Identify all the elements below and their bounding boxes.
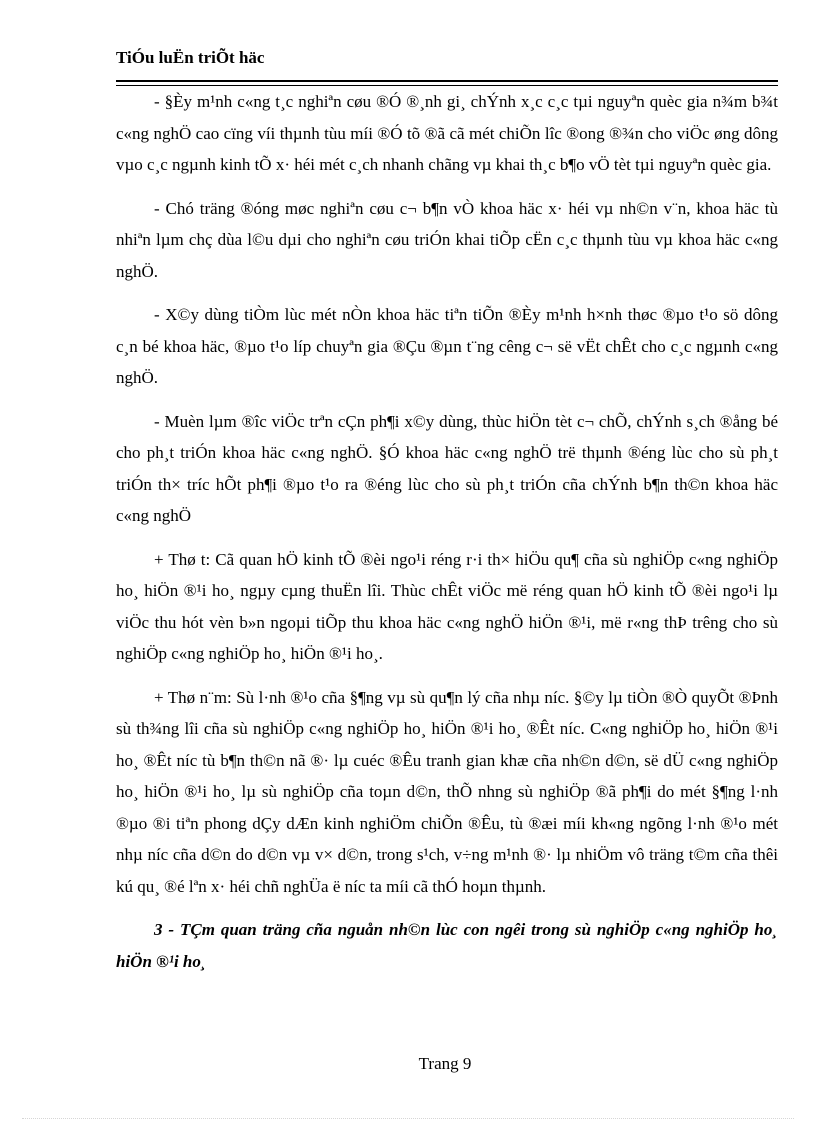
section-heading: 3 - TÇm quan träng cña nguån nh©n lùc con ngêi trong sù nghiÖp c«ng nghiÖp ho¸ hiÖn ®¹i ho¸	[116, 920, 778, 971]
header-rule-thick	[116, 80, 778, 82]
paragraph-basic-science: - Chó träng ®óng møc nghiªn cøu c¬ b¶n vÒ khoa häc x· héi vµ nh©n v¨n, khoa häc tù nhiªn lµm chç dùa l©u dµi cho nghiªn cøu triÓn khai tiÕp cËn c¸c thµnh tùu vµ khoa häc c«ng nghÖ.	[116, 198, 778, 281]
paragraph-mechanism: - Muèn lµm ®îc viÖc trªn cÇn ph¶i x©y dùng, thùc hiÖn tèt c¬ chÕ, chÝnh s¸ch ®ång bé cho ph¸t triÓn khoa häc c«ng nghÖ. §Ó khoa häc c«ng nghÖ trë thµnh ®éng lùc cho sù ph¸t triÓn th× tríc hÕt ph¶i ®µo t¹o ra ®éng lùc cho sù ph¸t triÓn cña chÝnh b¶n th©n khoa häc c«ng nghÖ	[116, 411, 778, 525]
page-edge-divider	[22, 1118, 794, 1119]
paragraph-fifth: + Thø n¨m: Sù l·nh ®¹o cña §¶ng vµ sù qu¶n lý cña nhµ níc. §©y lµ tiÒn ®Ò quyÕt ®Þnh sù th¾ng lîi cña sù nghiÖp c«ng nghiÖp ho¸ hiÖn ®¹i ho¸ ®Êt níc. C«ng nghiÖp ho¸ hiÖn ®¹i ho¸ ®Êt níc tù b¶n th©n nã ®· lµ cuéc ®Êu tranh gian khæ cña nh©n d©n, së dÜ c«ng nghiÖp ho¸ hiÖn ®¹i ho¸ lµ sù nghiÖp cña toµn d©n, thÕ nhng sù nghiÖp ®ã ph¶i do mét §¶ng l·nh ®µo ®i tiªn phong dÇy dÆn kinh nghiÖm chiÕn ®Êu, tù ®æi míi kh«ng ngõng l·nh ®¹o mét nhµ níc cña d©n do d©n vµ v× d©n, trong s¹ch, v÷ng m¹nh ®· lµ nhiÖm vô träng t©m cña thêi kú qu¸ ®é lªn x· héi chñ nghÜa ë níc ta míi cã thÓ hoµn thµnh.	[116, 687, 778, 896]
paragraph-fourth: + Thø t: Cã quan hÖ kinh tÕ ®èi ngo¹i réng r·i th× hiÖu qu¶ cña sù nghiÖp c«ng nghiÖp ho¸ hiÖn ®¹i ho¸ ngµy cµng thuËn lîi. Thùc chÊt viÖc më réng quan hÖ kinh tÕ ®èi ngo¹i lµ viÖc thu hót vèn b»n ngoµi tiÕp thu khoa häc c«ng nghÖ hiÖn ®¹i, më r«ng thÞ trêng cho sù nghiÖp c«ng nghiÖp ho¸ hiÖn ®¹i ho¸.	[116, 549, 778, 663]
running-header-title: TiÓu luËn triÕt häc	[116, 48, 265, 67]
document-body	[116, 86, 778, 977]
paragraph-research: - §Èy m¹nh c«ng t¸c nghiªn cøu ®Ó ®¸nh gi¸ chÝnh x¸c c¸c tµi nguyªn quèc gia n¾m b¾t c«ng nghÖ cao cïng víi thµnh tùu míi ®Ó tõ ®ã cã mét chiÕn lîc ®ong ®¾n cho viÖc øng dông vµo c¸c ngµnh kinh tÕ x· héi mét c¸ch nhanh chãng vµ khai th¸c b¶o vÖ tèt tµi nguyªn quèc gia.	[116, 92, 778, 174]
page-number: Trang 9	[418, 1054, 472, 1073]
paragraph-potential: - X©y dùng tiÒm lùc mét nÒn khoa häc tiªn tiÕn ®Èy m¹nh h×nh thøc ®µo t¹o sö dông c¸n bé khoa häc, ®µo t¹o líp chuyªn gia ®Çu ®µn t¨ng cêng c¬ së vËt chÊt cho c¸c ngµnh c«ng nghÖ.	[116, 305, 778, 387]
